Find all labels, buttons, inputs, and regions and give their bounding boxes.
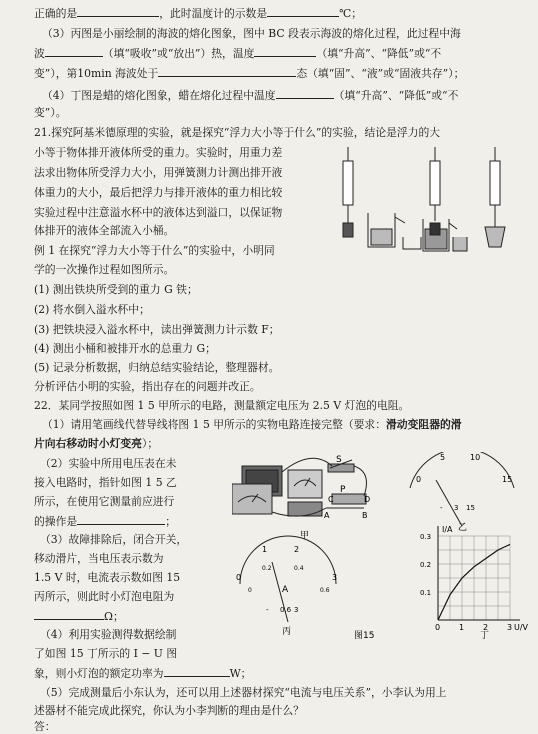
bing-inner-02: 0.2 (262, 565, 272, 572)
q20-text: （填“吸收”或“放出”）热，温度 (102, 47, 255, 60)
q22-part2-line-3: 所示，在使用它测量前应进行 (34, 495, 175, 508)
q22-line-3 (34, 437, 158, 451)
q20-text: ，此时温度计的示数是 (159, 7, 268, 20)
answer-blank[interactable] (276, 88, 334, 99)
q22-answer-line (34, 720, 56, 734)
yi-term-neg: - (440, 504, 443, 512)
bing-inner-0: 0 (248, 587, 252, 594)
label-A: A (324, 511, 330, 520)
circuit-apparatus-jia (232, 458, 366, 516)
q20-text: （填“升高”、“降低”或“不 (333, 89, 459, 102)
x-tick-label: 1 (459, 623, 465, 632)
spring-scale-experiment-figure (335, 143, 525, 265)
label-B: B (362, 511, 368, 520)
answer-blank[interactable] (267, 6, 339, 17)
q22-part4-line-3 (34, 666, 251, 681)
q21-line-8: 学的一次操作过程如图所示。 (34, 263, 175, 276)
yi-tick-5: 5 (440, 453, 446, 462)
bing-unit-A: A (282, 585, 289, 595)
q22-emphasis: 滑动变阻器的滑 (386, 418, 462, 431)
label-P: P (340, 485, 346, 495)
bing-tick-3: 3 (332, 573, 338, 582)
answer-blank[interactable] (254, 46, 316, 57)
q20-text: ℃； (339, 7, 363, 20)
q21-step-6: 分析评估小明的实验，指出存在的问题并改正。 (34, 380, 261, 393)
q21-line-7: 例 1 在探究“浮力大小等于什么”的实验中，小明同 (34, 244, 275, 257)
q21-step-2: (2) 将水倒入溢水杯中； (34, 303, 150, 316)
bing-tick-1: 1 (262, 545, 268, 554)
yi-tick-0: 0 (416, 475, 422, 484)
bing-inner-04: 0.4 (294, 565, 304, 572)
answer-blank[interactable] (34, 609, 104, 620)
q21-line-4: 体重力的大小，最后把浮力与排开液体的重力相比较 (34, 186, 283, 199)
q22-part3-line-3: 1.5 V 时，电流表示数如图 15 (34, 571, 181, 584)
x-tick-label: 2 (483, 623, 489, 632)
figure-15 (229, 452, 532, 692)
q20-line-6: 变”）。 (34, 106, 67, 119)
q22-text: W； (229, 667, 252, 680)
yi-tick-15: 15 (502, 475, 513, 484)
iu-graph-ding (420, 525, 529, 632)
q22-part2-line-1: （2）实验中所用电压表在未 (40, 457, 177, 470)
bing-term-3: 3 (294, 606, 299, 614)
label-C: C (328, 495, 334, 504)
q22-part3-line-5 (34, 609, 124, 624)
y-tick-label: 0.1 (420, 589, 432, 597)
q20-line-2: （3）丙图是小丽绘制的海波的熔化图象，图中 BC 段表示海波的熔化过程，此过程中海 (42, 27, 461, 40)
q21-step-4: (4) 测出小桶和被排开水的总重力 G； (34, 342, 216, 355)
q21-line-6: 体排开的液体全部流入小桶。 (34, 224, 175, 237)
q21-line-2: 小等于物体排开液体所受的重力。实验时，用重力差 (34, 146, 283, 159)
q22-part2-line-4 (34, 514, 176, 529)
q20-text: 变”），第10min 海波处于 (34, 67, 159, 80)
q22-part5-line-1: （5）完成测量后小东认为，还可以用上述器材探究“电流与电压关系”，小李认为用上 (40, 686, 447, 699)
q20-text: 态（填“固”、“液”或“固液共存”）； (296, 67, 465, 80)
q21-step-1: (1) 测出铁块所受到的重力 G 铁； (34, 283, 198, 296)
x-tick-label: 3 (507, 623, 513, 632)
label-jia: 甲 (300, 531, 310, 541)
y-tick-label: 0.3 (420, 533, 432, 541)
yi-tick-10: 10 (470, 453, 481, 462)
q22-text: Ω； (104, 610, 124, 623)
voltmeter-yi (410, 452, 514, 526)
q22-text: 的操作是 (34, 515, 78, 528)
q22-part2-line-2: 接入电路时，指针如图 1 5 乙 (34, 476, 177, 489)
bing-inner-06: 0.6 (320, 587, 330, 594)
q21-line-1: 21.探究阿基米德原理的实验，就是探究“浮力大小等于什么”的实验，结论是浮力的大 (34, 126, 441, 139)
yi-term-3: 3 (454, 504, 459, 512)
q20-text: 正确的是 (34, 7, 78, 20)
q22-part3-line-2: 移动滑片，当电压表示数为 (34, 552, 164, 565)
answer-blank[interactable] (77, 514, 165, 525)
answer-label: 答： (34, 720, 56, 733)
q22-text: 象，则小灯泡的额定功率为 (34, 667, 164, 680)
q22-part3-line-1: （3）故障排除后，闭合开关， (40, 533, 188, 546)
bing-tick-0: 0 (236, 573, 242, 582)
x-axis-label: U/V (514, 623, 529, 632)
x-tick-label: 0 (435, 623, 441, 632)
q20-text: （填“升高”、“降低”或“不 (316, 47, 442, 60)
answer-blank[interactable] (164, 666, 230, 677)
q22-part4-line-1: （4）利用实验测得数据绘制 (40, 628, 177, 641)
label-S: S (336, 455, 342, 465)
q21-line-5: 实验过程中注意溢水杯中的液体达到溢口，以保证物 (34, 206, 283, 219)
q22-text: ； (165, 515, 176, 528)
q22-part3-line-4: 丙所示，则此时小灯泡电阻为 (34, 590, 175, 603)
q21-step-3: (3) 把铁块浸入溢水杯中，读出弹簧测力计示数 F； (34, 323, 280, 336)
bing-term-06: 0.6 (280, 606, 292, 614)
q20-text: 波 (34, 47, 45, 60)
figure-caption: 图15 (354, 631, 375, 641)
q20-line-1 (34, 6, 362, 21)
q20-line-5 (42, 88, 458, 103)
q20-line-3 (34, 46, 441, 61)
answer-blank[interactable] (158, 66, 296, 77)
answer-blank[interactable] (45, 46, 103, 57)
y-axis-label: I/A (442, 525, 453, 534)
label-D: D (364, 495, 371, 504)
label-bing: 丙 (282, 627, 292, 637)
answer-blank[interactable] (77, 6, 159, 17)
q20-text: （4）丁图是蜡的熔化图象，蜡在熔化过程中温度 (42, 89, 276, 102)
q21-line-3: 法求出物体所受浮力大小，用弹簧测力计测出排开液 (34, 166, 283, 179)
q20-line-4 (34, 66, 464, 81)
q22-line-1: 22．某同学按照如图 1 5 甲所示的电路，测量额定电压为 2.5 V 灯泡的电阻。 (34, 399, 410, 412)
q22-text: （1）请用笔画线代替导线将图 1 5 甲所示的实物电路连接完整（要求： (42, 418, 387, 431)
bing-tick-2: 2 (294, 545, 300, 554)
y-tick-label: 0.2 (420, 561, 432, 569)
q22-line-2 (42, 418, 462, 432)
bing-term-neg: - (266, 606, 269, 614)
label-yi: 乙 (458, 523, 468, 533)
q22-part4-line-2: 了如图 15 丁所示的 I − U 图 (34, 647, 178, 660)
q22-part5-line-2: 述器材不能完成此探究，你认为小李判断的理由是什么？ (34, 704, 304, 717)
yi-term-15: 15 (466, 504, 475, 512)
q22-text: ）； (141, 437, 159, 450)
q22-emphasis: 片向右移动时小灯变亮 (34, 437, 142, 450)
q21-step-5: (5) 记录分析数据，归纳总结实验结论，整理器材。 (34, 361, 280, 374)
label-ding: 丁 (480, 631, 490, 641)
